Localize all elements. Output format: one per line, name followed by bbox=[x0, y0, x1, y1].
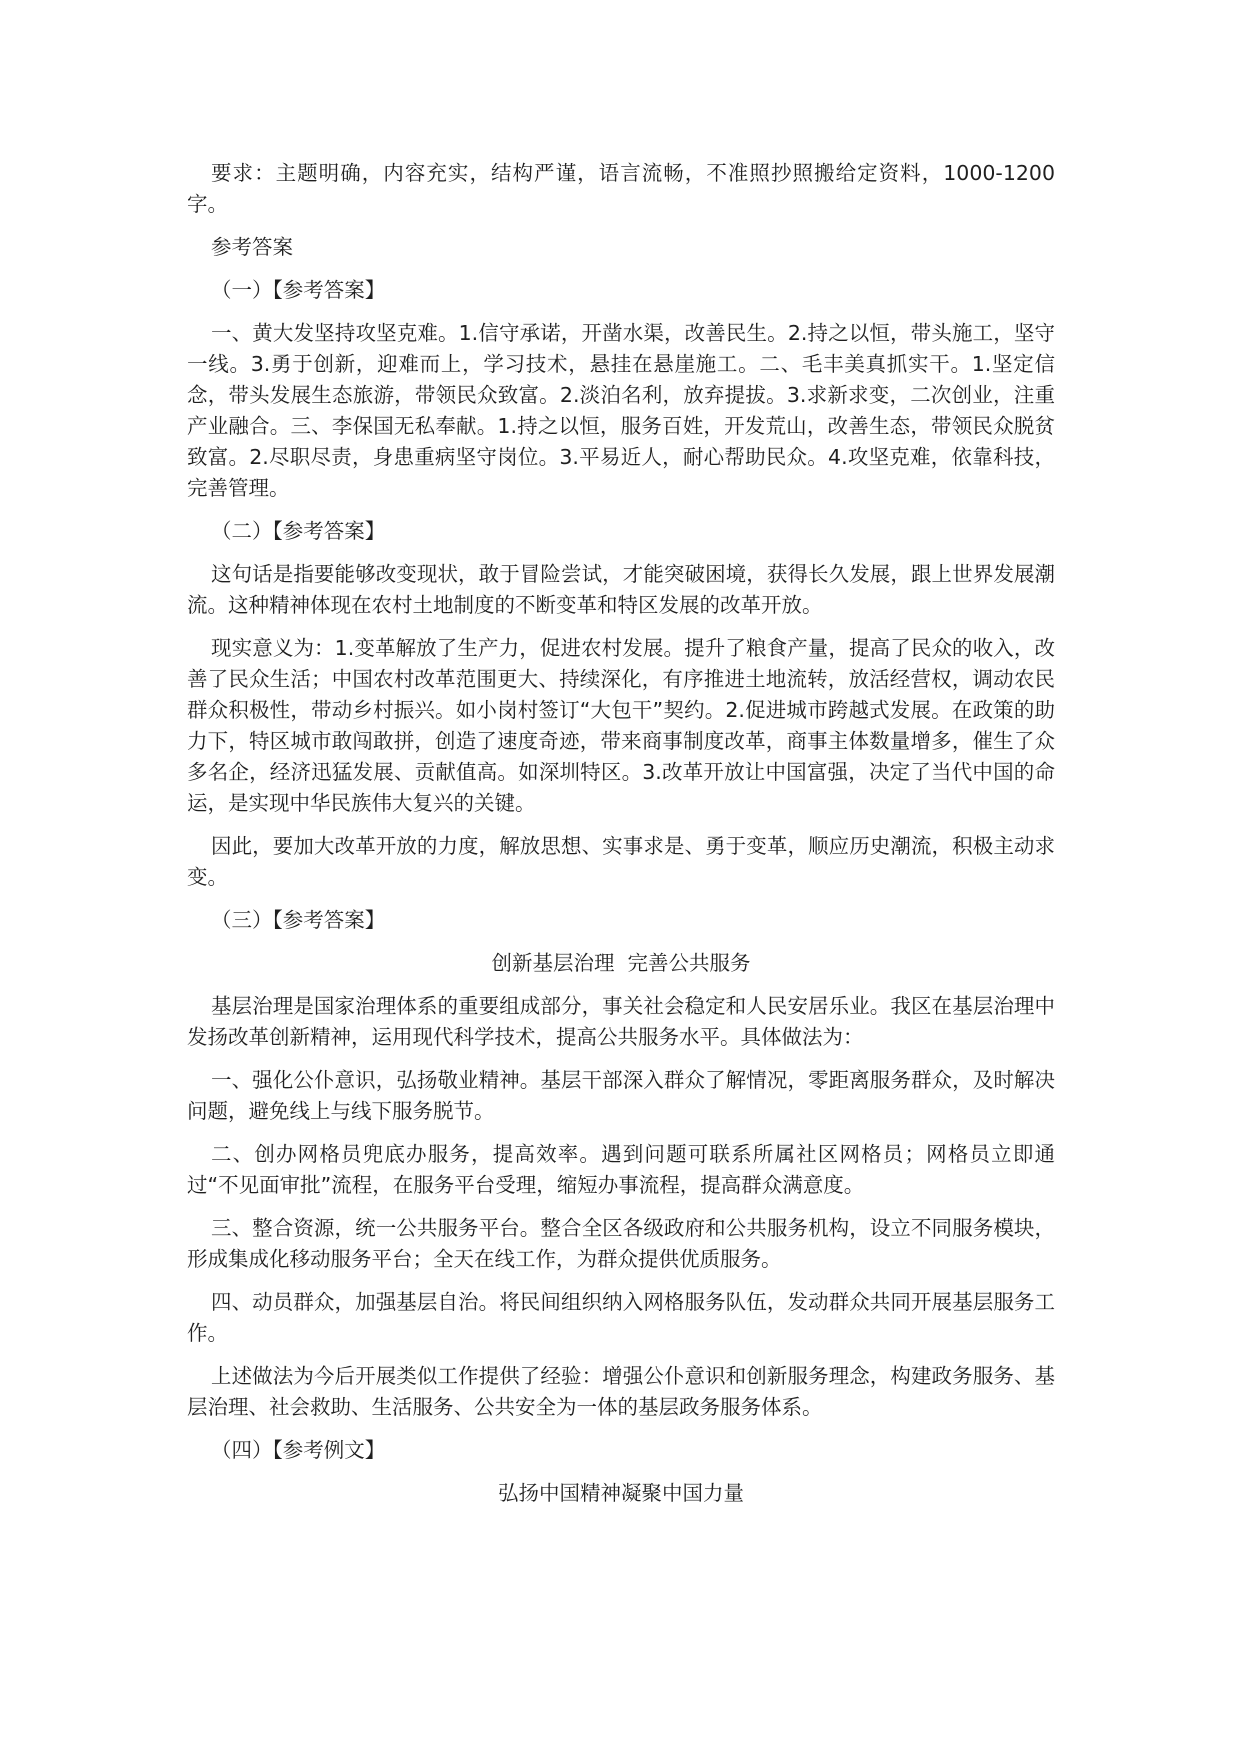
section-3-paragraph: 三、整合资源，统一公共服务平台。整合全区各级政府和公共服务机构，设立不同服务模块，形成集成化移动服务平台；全天在线工作，为群众提供优质服务。 bbox=[187, 1216, 1055, 1271]
section-4-title: 弘扬中国精神凝聚中国力量 bbox=[498, 1481, 744, 1505]
section-4-label: （四）【参考例文】 bbox=[211, 1438, 386, 1462]
section-3-paragraph: 基层治理是国家治理体系的重要组成部分，事关社会稳定和人民安居乐业。我区在基层治理中发扬改革创新精神，运用现代科学技术，提高公共服务水平。具体做法为： bbox=[187, 994, 1055, 1049]
section-3-paragraph: 四、动员群众，加强基层自治。将民间组织纳入网格服务队伍，发动群众共同开展基层服务工作。 bbox=[187, 1290, 1055, 1345]
section-3-paragraph: 二、创办网格员兜底办服务，提高效率。遇到问题可联系所属社区网格员；网格员立即通过“不见面审批”流程，在服务平台受理，缩短办事流程，提高群众满意度。 bbox=[187, 1142, 1055, 1197]
section-2-paragraph: 现实意义为：1.变革解放了生产力，促进农村发展。提升了粮食产量，提高了民众的收入，改善了民众生活；中国农村改革范围更大、持续深化，有序推进土地流转，放活经营权，调动农民群众积极性，带动乡村振兴。如小岗村签订“大包干”契约。2.促进城市跨越式发展。在政策的助力下，特区城市敢闯敢拼，创造了速度奇迹，带来商事制度改革，商事主体数量增多，催生了众多名企，经济迅猛发展、贡献值高。如深圳特区。3.改革开放让中国富强，决定了当代中国的命运，是实现中华民族伟大复兴的关键。 bbox=[187, 636, 1055, 815]
section-2-paragraph: 因此，要加大改革开放的力度，解放思想、实事求是、勇于变革，顺应历史潮流，积极主动求变。 bbox=[187, 834, 1055, 889]
section-1-body: 一、黄大发坚持攻坚克难。1.信守承诺，开凿水渠，改善民生。2.持之以恒，带头施工，坚守一线。3.勇于创新，迎难而上，学习技术，悬挂在悬崖施工。二、毛丰美真抓实干。1.坚定信念，带头发展生态旅游，带领民众致富。2.淡泊名利，放弃提拔。3.求新求变，二次创业，注重产业融合。三、李保国无私奉献。1.持之以恒，服务百姓，开发荒山，改善生态，带领民众脱贫致富。2.尽职尽责，身患重病坚守岗位。3.平易近人，耐心帮助民众。4.攻坚克难，依靠科技，完善管理。 bbox=[187, 321, 1055, 500]
requirement-text: 要求：主题明确，内容充实，结构严谨，语言流畅，不准照抄照搬给定资料，1000-1200 字。 bbox=[187, 161, 1055, 216]
section-2-label: （二）【参考答案】 bbox=[211, 519, 386, 543]
section-3-title: 创新基层治理 完善公共服务 bbox=[491, 951, 751, 975]
document-page bbox=[187, 158, 1055, 1521]
section-1-label: （一）【参考答案】 bbox=[211, 278, 386, 302]
section-3-label: （三）【参考答案】 bbox=[211, 908, 386, 932]
section-2-paragraph: 这句话是指要能够改变现状，敢于冒险尝试，才能突破困境，获得长久发展，跟上世界发展潮流。这种精神体现在农村土地制度的不断变革和特区发展的改革开放。 bbox=[187, 562, 1055, 617]
section-3-paragraph: 上述做法为今后开展类似工作提供了经验：增强公仆意识和创新服务理念，构建政务服务、基层治理、社会救助、生活服务、公共安全为一体的基层政务服务体系。 bbox=[187, 1364, 1055, 1419]
reference-answer-heading: 参考答案 bbox=[211, 235, 293, 259]
section-3-paragraph: 一、强化公仆意识，弘扬敬业精神。基层干部深入群众了解情况，零距离服务群众，及时解决问题，避免线上与线下服务脱节。 bbox=[187, 1068, 1055, 1123]
